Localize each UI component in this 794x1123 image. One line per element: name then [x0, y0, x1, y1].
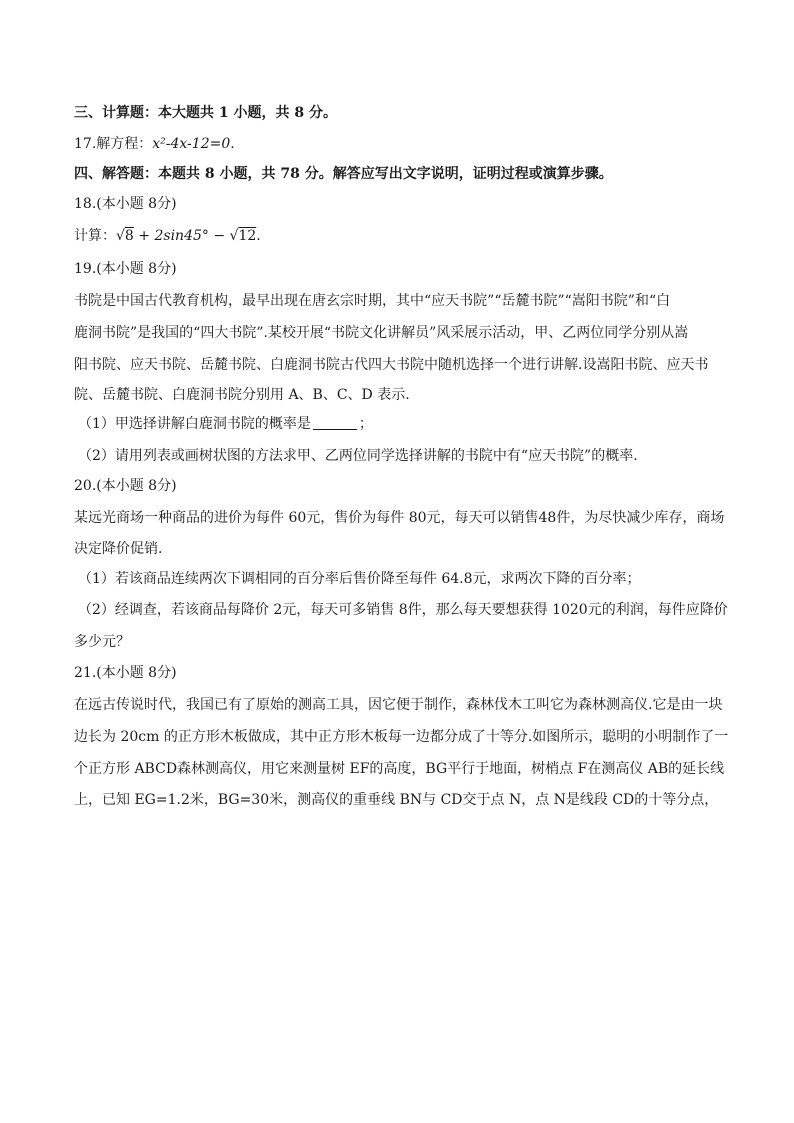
question-18-root-b: 12 [238, 228, 257, 244]
question-20-p2: 决定降价促销. [74, 541, 163, 557]
question-21-p1: 在远古传说时代，我国已有了原始的测高工具，因它便于制作，森林伐木工叫它为森林测高仪.它是由一块 [74, 697, 723, 713]
question-17-equation: x²-4x-12=0 [152, 136, 231, 152]
question-21-head: 21.(本小题 8分) [74, 665, 177, 681]
question-18-body: 计算：√8 + 2sin45° − √12. [74, 228, 261, 244]
question-18-text: 计算： [74, 228, 116, 244]
question-20-p1: 某远光商场一种商品的进价为每件 60元，售价为每件 80元，每天可以销售48件，为尽快减少库存，商场 [74, 510, 725, 526]
question-21-p3: 个正方形 ABCD森林测高仪，用它来测量树 EF的高度，BG平行于地面，树梢点 F在测高仪 AB的延长线 [74, 761, 725, 777]
question-20-sub2: （2）经调查，若该商品每降价 2元，每天可多销售 8件，那么每天要想获得 1020元的利润，每件应降价 [78, 602, 728, 618]
question-17: 17.解方程：x²-4x-12=0. [74, 136, 235, 152]
question-20-head: 20.(本小题 8分) [74, 478, 177, 494]
question-19-p2: 鹿洞书院”是我国的“四大书院”.某校开展“书院文化讲解员”风采展示活动，甲、乙两位同学分别从嵩 [74, 325, 689, 341]
question-19-sub1-end: ； [358, 416, 373, 432]
question-18-head: 18.(本小题 8分) [74, 196, 177, 212]
question-18-root-a: 8 [124, 228, 134, 244]
question-18-end: . [256, 228, 261, 244]
answer-blank [313, 415, 357, 430]
section-3-title: 三、计算题：本大题共 1 小题，共 8 分。 [74, 105, 337, 121]
question-19-p4: 院、岳麓书院、白鹿洞书院分别用 A、B、C、D 表示. [74, 387, 410, 403]
question-19-sub2: （2）请用列表或画树状图的方法求甲、乙两位同学选择讲解的书院中有“应天书院”的概率. [78, 448, 638, 464]
question-17-label: 17.解方程： [74, 136, 153, 152]
question-21-p2: 边长为 20cm 的正方形木板做成，其中正方形木板每一边都分成了十等分.如图所示，聪明的小明制作了一 [74, 729, 729, 745]
question-19-sub1 [78, 414, 734, 434]
question-19-sub1-text: （1）甲选择讲解白鹿洞书院的概率是 [78, 416, 311, 432]
question-20-sub2-cont: 多少元？ [74, 634, 130, 650]
question-19-p3: 阳书院、应天书院、岳麓书院、白鹿洞书院古代四大书院中随机选择一个进行讲解.设嵩阳书院、应天书 [74, 357, 709, 373]
question-19-p1: 书院是中国古代教育机构，最早出现在唐玄宗时期，其中“应天书院”“岳麓书院”“嵩阳书院”和“白 [74, 293, 671, 309]
question-20-sub1: （1）若该商品连续两次下调相同的百分率后售价降至每件 64.8元，求两次下降的百分率； [78, 571, 641, 587]
question-18-middle: + 2sin45° − [138, 228, 226, 244]
section-4-title: 四、解答题：本题共 8 小题，共 78 分。解答应写出文字说明，证明过程或演算步骤。 [74, 166, 613, 182]
question-19-head: 19.(本小题 8分) [74, 261, 177, 277]
question-21-p4: 上，已知 EG=1.2米，BG=30米，测高仪的重垂线 BN与 CD交于点 N，点 N是线段 CD的十等分点， [74, 792, 719, 808]
